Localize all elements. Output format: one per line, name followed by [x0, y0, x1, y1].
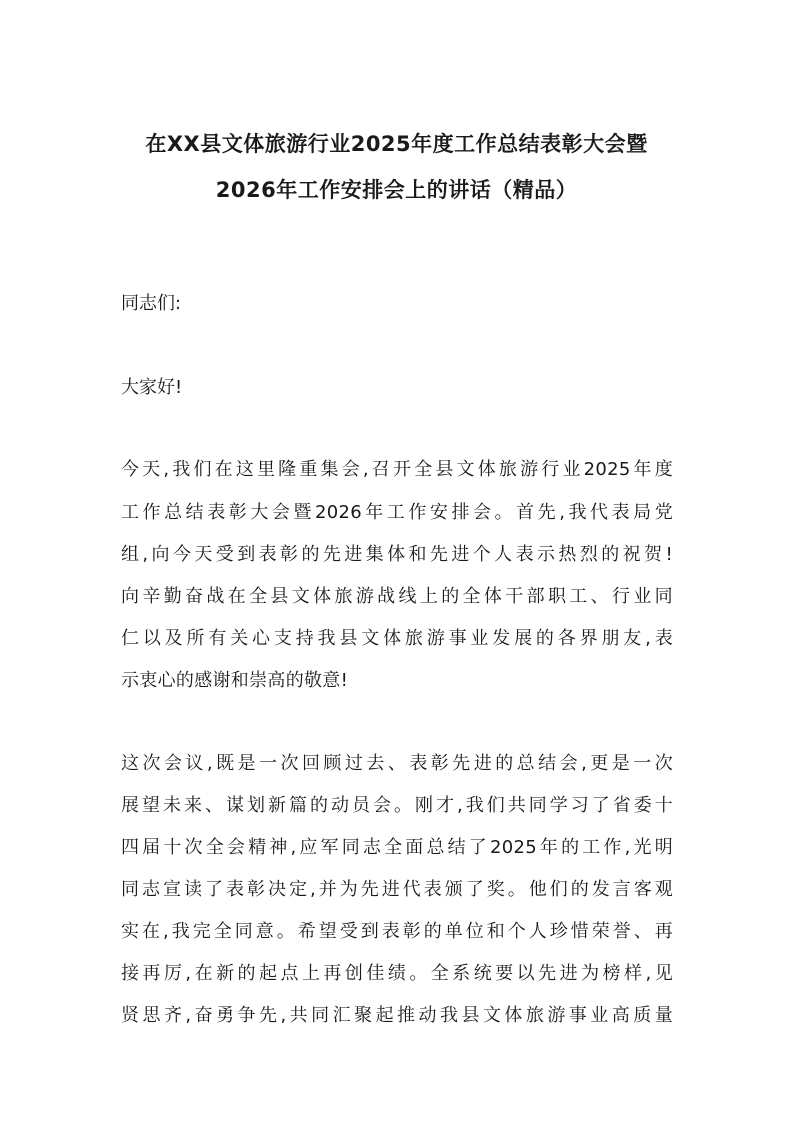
paragraph-line: 同志宣读了表彰决定,并为先进代表颁了奖。他们的发言客观: [121, 879, 673, 900]
paragraph-line: 示衷心的感谢和崇高的敬意!: [121, 670, 349, 691]
greeting: 大家好!: [121, 377, 183, 398]
paragraph-line: 这次会议,既是一次回顾过去、表彰先进的总结会,更是一次: [121, 753, 673, 774]
paragraph-line: 接再厉,在新的起点上再创佳绩。全系统要以先进为榜样,见: [121, 963, 673, 984]
paragraph-line: 四届十次全会精神,应军同志全面总结了2025年的工作,光明: [121, 837, 673, 858]
paragraph-line: 贤思齐,奋勇争先,共同汇聚起推动我县文体旅游事业高质量: [121, 1005, 673, 1026]
paragraph-line: 实在,我完全同意。希望受到表彰的单位和个人珍惜荣誉、再: [121, 921, 673, 942]
paragraph-line: 工作总结表彰大会暨2026年工作安排会。首先,我代表局党: [121, 502, 673, 523]
document-title-line-1: 在XX县文体旅游行业2025年度工作总结表彰大会暨: [145, 132, 648, 156]
salutation: 同志们:: [121, 293, 182, 314]
document-title-line-2: 2026年工作安排会上的讲话（精品）: [215, 178, 578, 202]
paragraph-line: 仁以及所有关心支持我县文体旅游事业发展的各界朋友,表: [121, 628, 673, 649]
paragraph-line: 展望未来、谋划新篇的动员会。刚才,我们共同学习了省委十: [121, 795, 673, 816]
paragraph-line: 今天,我们在这里隆重集会,召开全县文体旅游行业2025年度: [121, 459, 673, 480]
paragraph-line: 组,向今天受到表彰的先进集体和先进个人表示热烈的祝贺!: [121, 544, 673, 565]
paragraph-line: 向辛勤奋战在全县文体旅游战线上的全体干部职工、行业同: [121, 586, 673, 607]
